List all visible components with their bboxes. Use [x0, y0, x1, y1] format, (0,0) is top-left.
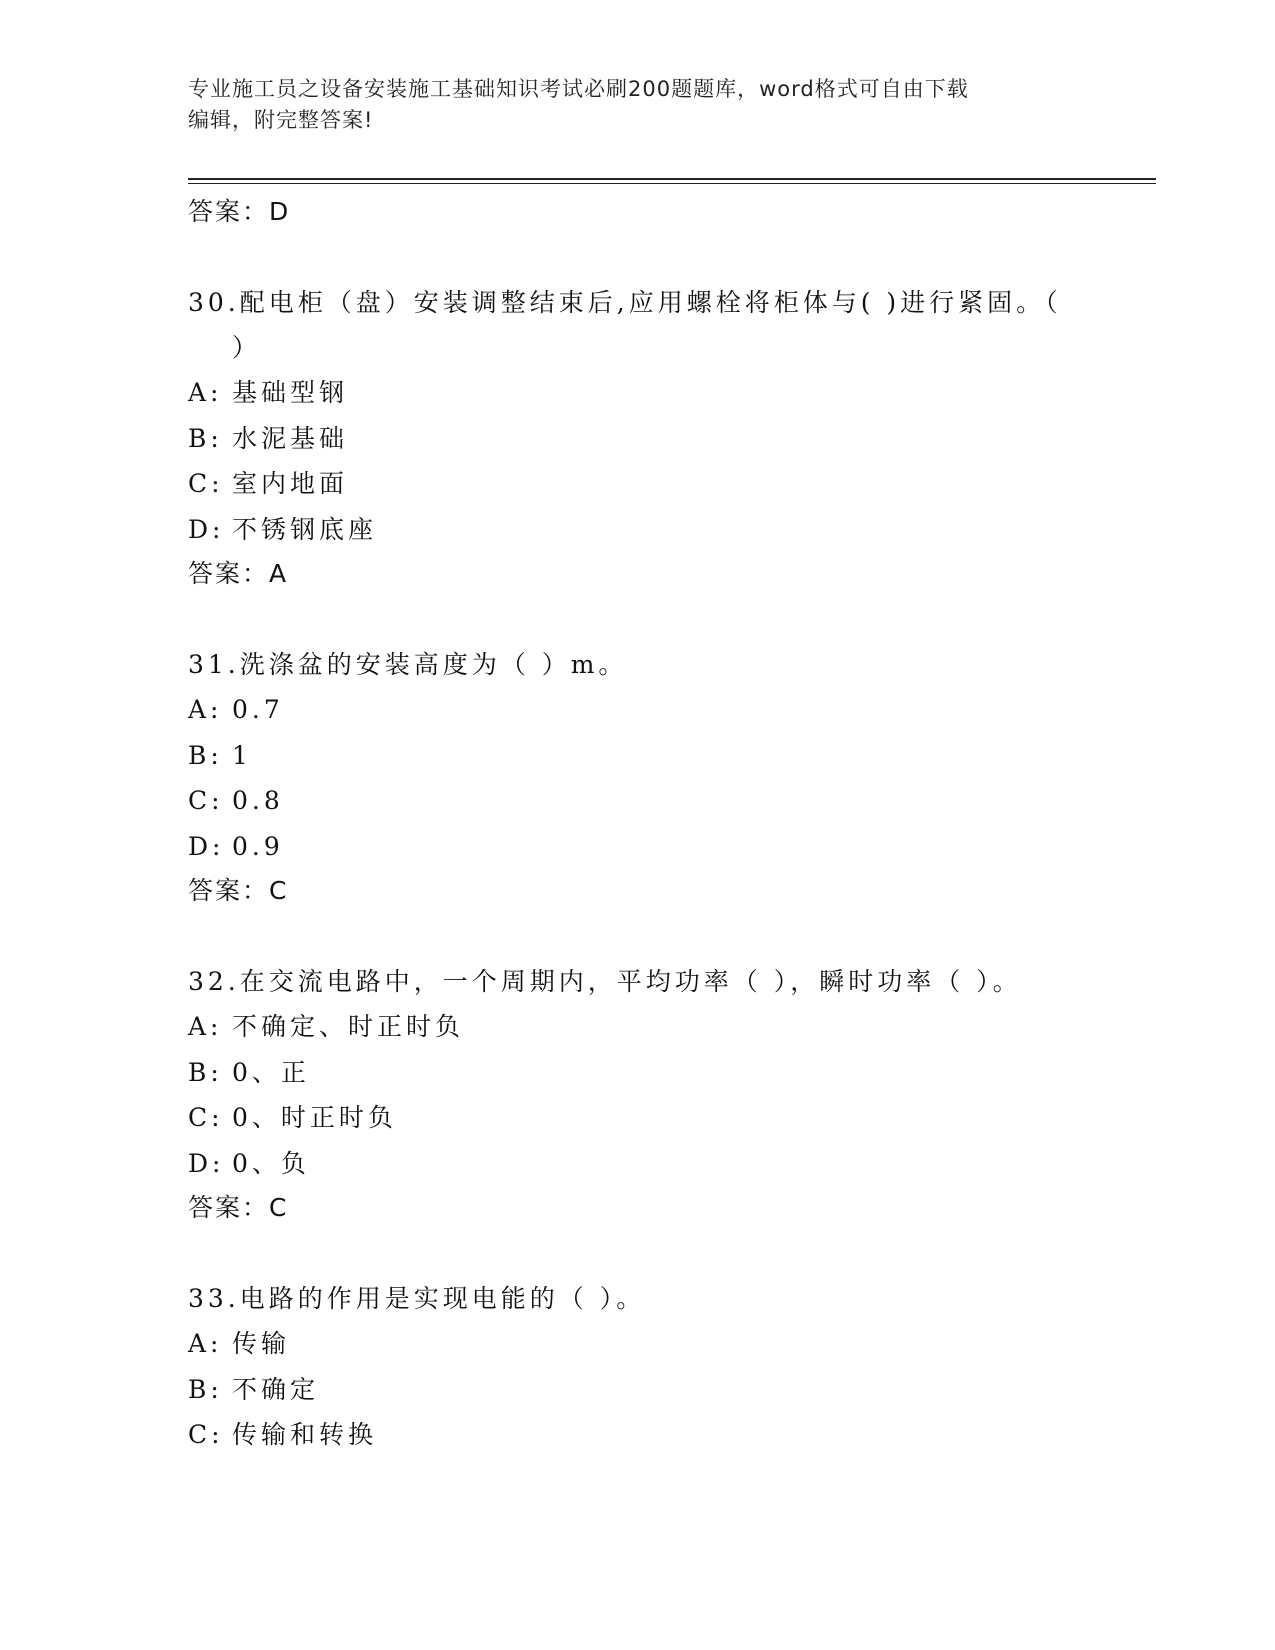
option-text: 0、正 — [232, 1057, 310, 1087]
question-text-line-1: 32.在交流电路中，一个周期内，平均功率（ ），瞬时功率（ ）。 — [188, 967, 1022, 996]
option-d — [188, 507, 1088, 553]
option-b — [188, 416, 1088, 462]
answer-line: 答案：A — [188, 559, 289, 588]
option-text: 不锈钢底座 — [232, 514, 378, 544]
option-label: B: — [188, 1057, 223, 1087]
option-a — [188, 687, 1088, 733]
question-text — [188, 1276, 1088, 1321]
option-label: D: — [188, 831, 225, 861]
option-label: C: — [188, 786, 224, 815]
option-label: A: — [188, 378, 223, 407]
question-text-line-2: ） — [232, 333, 262, 362]
option-label: C: — [188, 469, 224, 498]
header-divider-thin — [188, 183, 1156, 184]
question-text-line-1: 31.洗涤盆的安装高度为（ ）m。 — [188, 650, 628, 679]
option-b — [188, 1050, 1088, 1096]
question-31 — [188, 642, 1088, 913]
option-text: 1 — [232, 740, 252, 770]
option-text: 0.8 — [232, 786, 284, 815]
answer-line: 答案：C — [188, 1193, 289, 1222]
option-text: 不确定、时正时负 — [232, 1012, 465, 1041]
option-text: 不确定 — [232, 1374, 320, 1404]
answer-line: 答案：C — [188, 876, 289, 905]
option-text: 基础型钢 — [232, 378, 349, 407]
option-label: A: — [188, 1329, 223, 1358]
option-a — [188, 1004, 1088, 1050]
question-text — [188, 280, 1088, 370]
option-text: 0.9 — [232, 831, 284, 861]
option-a — [188, 370, 1088, 416]
document-header — [188, 74, 1088, 136]
option-label: B: — [188, 740, 223, 770]
option-label: A: — [188, 1012, 223, 1041]
spacer — [188, 1230, 1088, 1276]
question-32 — [188, 959, 1088, 1230]
header-line-1: 专业施工员之设备安装施工基础知识考试必刷200题题库，word格式可自由下载 — [188, 77, 969, 101]
option-label: B: — [188, 1374, 223, 1404]
option-label: D: — [188, 514, 225, 544]
header-divider-thick — [188, 178, 1156, 180]
option-text: 水泥基础 — [232, 423, 349, 453]
question-text-line-1: 30.配电柜（盘）安装调整结束后,应用螺栓将柜体与( )进行紧固。（ — [188, 288, 1062, 317]
option-label: B: — [188, 423, 223, 453]
option-text: 室内地面 — [232, 469, 349, 498]
spacer — [188, 913, 1088, 959]
question-list — [188, 190, 1088, 1458]
option-c — [188, 778, 1088, 824]
option-label: A: — [188, 695, 223, 724]
option-c — [188, 461, 1088, 507]
question-text — [188, 959, 1088, 1004]
option-text: 0.7 — [232, 695, 284, 724]
spacer — [188, 234, 1088, 280]
option-b — [188, 1367, 1088, 1413]
previous-answer: 答案：D — [188, 197, 291, 226]
option-text: 0、负 — [232, 1148, 310, 1178]
question-30 — [188, 280, 1088, 596]
option-c — [188, 1412, 1088, 1458]
option-text: 传输和转换 — [232, 1420, 378, 1449]
header-line-2: 编辑，附完整答案! — [188, 108, 374, 132]
option-a — [188, 1321, 1088, 1367]
question-text — [188, 642, 1088, 687]
spacer — [188, 596, 1088, 642]
option-label: C: — [188, 1420, 224, 1449]
option-text: 传输 — [232, 1329, 291, 1358]
option-text: 0、时正时负 — [232, 1103, 397, 1132]
option-d — [188, 824, 1088, 870]
option-c — [188, 1095, 1088, 1141]
option-b — [188, 733, 1088, 779]
question-text-line-1: 33.电路的作用是实现电能的（ ）。 — [188, 1284, 646, 1313]
option-d — [188, 1141, 1088, 1187]
option-label: D: — [188, 1148, 225, 1178]
question-33 — [188, 1276, 1088, 1458]
option-label: C: — [188, 1103, 224, 1132]
